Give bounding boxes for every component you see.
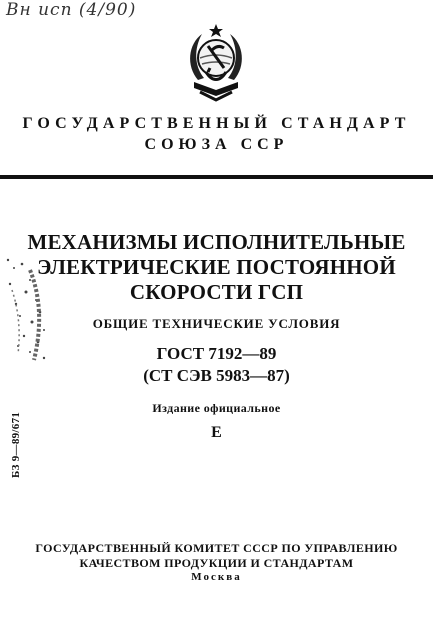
gost-number: ГОСТ 7192—89 xyxy=(156,344,277,363)
handwritten-note: Вн исп (4/90) xyxy=(6,0,137,20)
title-line: СКОРОСТИ ГСП xyxy=(129,280,304,304)
document-title xyxy=(0,230,433,305)
title-line: ЭЛЕКТРИЧЕСКИЕ ПОСТОЯННОЙ xyxy=(37,255,396,279)
header-line-state-standard: ГОСУДАРСТВЕННЫЙ СТАНДАРТ xyxy=(22,115,411,132)
standard-numbers xyxy=(0,343,433,387)
edition-label: Издание официальное xyxy=(152,401,281,415)
header-divider xyxy=(0,175,433,179)
cmea-number: (СТ СЭВ 5983—87) xyxy=(143,366,290,385)
title-line: МЕХАНИЗМЫ ИСПОЛНИТЕЛЬНЫЕ xyxy=(27,230,406,254)
publisher-city: Москва xyxy=(191,571,242,583)
side-code: БЗ 9—89/671 xyxy=(10,411,22,478)
document-subtitle: ОБЩИЕ ТЕХНИЧЕСКИЕ УСЛОВИЯ xyxy=(92,316,341,331)
publisher xyxy=(0,541,433,571)
publisher-line: ГОСУДАРСТВЕННЫЙ КОМИТЕТ СССР ПО УПРАВЛЕНИЮ xyxy=(35,541,398,555)
header-line-ussr: СОЮЗА ССР xyxy=(144,136,289,153)
publisher-line: КАЧЕСТВОМ ПРОДУКЦИИ И СТАНДАРТАМ xyxy=(79,556,354,570)
ussr-emblem-icon xyxy=(184,22,248,106)
edition-letter: Е xyxy=(211,424,222,441)
